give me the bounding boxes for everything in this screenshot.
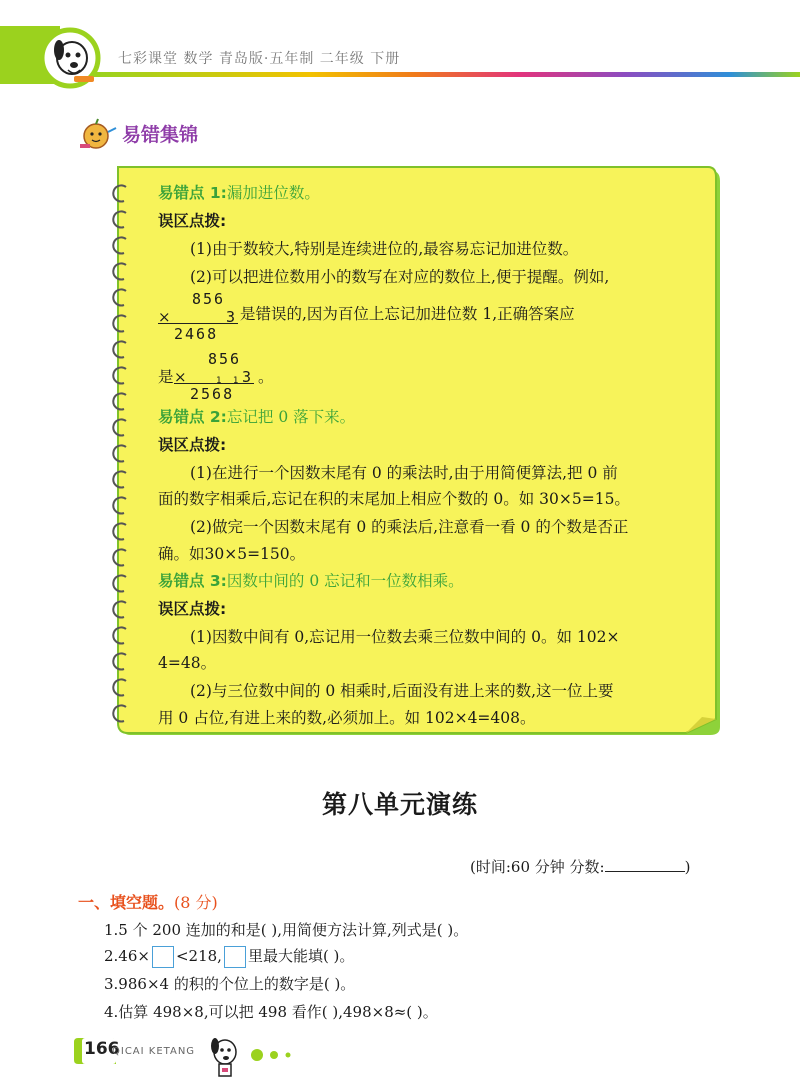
paragraph: (1)由于数较大,特别是连续进位的,最容易忘记加进位数。 bbox=[190, 240, 579, 258]
paragraph: 确。如30×5=150。 bbox=[158, 545, 306, 563]
time-score-line: (时间:60 分钟 分数: ) bbox=[470, 858, 691, 876]
dog-mascot-footer-icon bbox=[205, 1034, 245, 1080]
vertical-calc-right: 856 × 1 1 3 2568 bbox=[174, 350, 254, 403]
hint-label-2: 误区点拨: bbox=[158, 436, 227, 454]
answer-box[interactable] bbox=[152, 946, 174, 968]
paragraph-suffix: 。 bbox=[258, 368, 274, 386]
paragraph: 是错误的,因为百位上忘记加进位数 1,正确答案应 bbox=[240, 305, 575, 323]
paragraph-prefix: 是 bbox=[158, 368, 174, 386]
vertical-calc-wrong: 856 × 3 2468 bbox=[158, 290, 238, 343]
paragraph: 用 0 占位,有进上来的数,必须加上。如 102×4=408。 bbox=[158, 709, 536, 727]
green-dots-icon bbox=[250, 1048, 300, 1062]
page-number: 166 bbox=[84, 1039, 120, 1059]
series-header-text: 七彩课堂 数学 青岛版·五年制 二年级 下册 bbox=[118, 51, 401, 67]
error-point-1: 易错点 1:漏加进位数。 bbox=[158, 184, 320, 202]
paragraph: (2)可以把进位数用小的数写在对应的数位上,便于提醒。例如, bbox=[190, 268, 610, 286]
paragraph: 4=48。 bbox=[158, 654, 217, 672]
paragraph: (2)与三位数中间的 0 相乘时,后面没有进上来的数,这一位上要 bbox=[190, 682, 614, 700]
question-2: 2.46× <218, 里最大能填( )。 bbox=[104, 945, 354, 968]
question-3: 3.986×4 的积的个位上的数字是( )。 bbox=[104, 975, 356, 993]
apple-mascot-icon bbox=[76, 118, 118, 152]
question-4: 4.估算 498×8,可以把 498 看作( ),498×8≈( )。 bbox=[104, 1003, 438, 1021]
hint-label-3: 误区点拨: bbox=[158, 600, 227, 618]
error-point-3: 易错点 3:因数中间的 0 忘记和一位数相乘。 bbox=[158, 572, 464, 590]
question-1: 1.5 个 200 连加的和是( ),用简便方法计算,列式是( )。 bbox=[104, 921, 469, 939]
paragraph: (1)因数中间有 0,忘记用一位数去乘三位数中间的 0。如 102× bbox=[190, 628, 620, 646]
hint-label-1: 误区点拨: bbox=[158, 212, 227, 230]
unit-exercise-title: 第八单元演练 bbox=[321, 790, 478, 819]
part-1-heading: 一、填空题。(8 分) bbox=[78, 893, 218, 912]
dog-mascot-icon bbox=[44, 30, 104, 90]
section-title: 易错集锦 bbox=[122, 124, 199, 146]
footer-brand: QICAI KETANG bbox=[112, 1046, 196, 1057]
score-blank[interactable] bbox=[605, 857, 685, 872]
error-point-2: 易错点 2:忘记把 0 落下来。 bbox=[158, 408, 356, 426]
paragraph: (1)在进行一个因数末尾有 0 的乘法时,由于用简便算法,把 0 前 bbox=[190, 464, 618, 482]
paragraph: (2)做完一个因数末尾有 0 的乘法后,注意看一看 0 的个数是否正 bbox=[190, 518, 629, 536]
answer-box[interactable] bbox=[224, 946, 246, 968]
paragraph: 面的数字相乘后,忘记在积的末尾加上相应个数的 0。如 30×5=15。 bbox=[158, 490, 630, 508]
